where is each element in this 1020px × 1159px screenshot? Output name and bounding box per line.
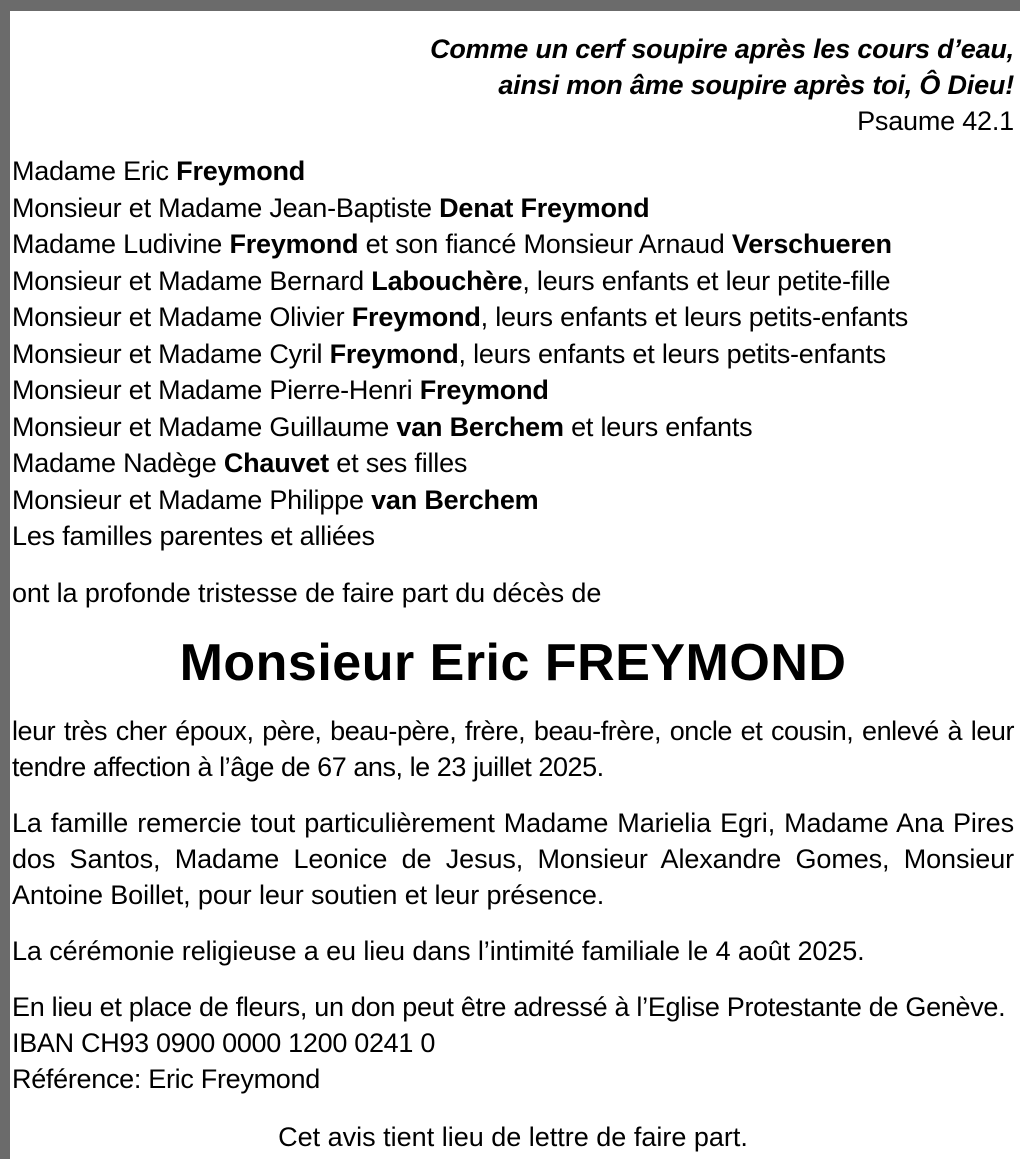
family-line: [12, 445, 1014, 482]
family-name-bold: Freymond: [419, 375, 549, 405]
thanks-text: La famille remercie tout particulièrement Madame Marielia Egri, Madame Ana Pires dos Santos, Madame Leonice de Jesus, Monsieur Alexandre Gomes, Monsieur Antoine Boillet, pour leur soutien et leur présence.: [12, 807, 1014, 910]
family-name-text: et son fiancé Monsieur Arnaud: [358, 229, 732, 259]
family-name-bold: Verschueren: [731, 229, 892, 259]
donation-iban: IBAN CH93 0900 0000 1200 0241 0: [12, 1027, 436, 1058]
family-name-text: , leurs enfants et leurs petits-enfants: [480, 302, 909, 332]
family-name-text: Monsieur et Madame Jean-Baptiste: [12, 192, 440, 223]
family-list: [12, 153, 1014, 555]
relation-text: leur très cher époux, père, beau-père, frère, beau-frère, oncle et cousin, enlevé à leur tendre affection à l’âge de 67 ans, le 23 juillet 2025.: [12, 715, 1014, 782]
family-name-text: Madame Eric: [12, 156, 177, 186]
family-name-bold: Denat Freymond: [439, 192, 650, 223]
family-name-bold: Freymond: [329, 338, 459, 369]
family-line: [12, 336, 1014, 373]
announcement-text: ont la profonde tristesse de faire part du décès de: [12, 577, 602, 608]
donation-text: En lieu et place de fleurs, un don peut être adressé à l’Eglise Protestante de Genève.: [12, 991, 1006, 1022]
family-line: [12, 153, 1014, 190]
epigraph-source: Psaume 42.1: [857, 106, 1014, 136]
family-line: [12, 518, 1014, 555]
ceremony-text: La cérémonie religieuse a eu lieu dans l’intimité familiale le 4 août 2025.: [12, 935, 865, 966]
deceased-name: Monsieur Eric FREYMOND: [179, 633, 847, 692]
family-name-text: , leurs enfants et leur petite-fille: [522, 265, 891, 296]
top-border-rule: [0, 0, 1020, 11]
donation-block: [12, 989, 1014, 1097]
family-line: [12, 482, 1014, 519]
family-name-text: Monsieur et Madame Pierre-Henri: [12, 375, 420, 405]
epigraph-line-1: Comme un cerf soupire après les cours d’eau,: [430, 34, 1014, 64]
family-name-text: Monsieur et Madame Olivier: [12, 302, 352, 332]
notice-content: [10, 11, 1020, 1155]
family-name-bold: Freymond: [229, 229, 359, 259]
family-line: [12, 372, 1014, 409]
family-name-bold: Freymond: [351, 302, 481, 332]
family-name-text: Monsieur et Madame Philippe: [12, 484, 372, 515]
family-name-text: et leurs enfants: [563, 411, 753, 442]
family-name-text: , leurs enfants et leurs petits-enfants: [458, 338, 886, 369]
family-line: [12, 409, 1014, 446]
family-name-bold: Chauvet: [223, 448, 329, 478]
family-name-bold: Freymond: [176, 156, 306, 186]
donation-reference: Référence: Eric Freymond: [12, 1063, 320, 1094]
family-name-bold: van Berchem: [371, 484, 539, 515]
closing-text: Cet avis tient lieu de lettre de faire part.: [278, 1121, 748, 1152]
family-name-text: Monsieur et Madame Bernard: [12, 265, 372, 296]
family-name-text: Les familles parentes et alliées: [12, 521, 375, 551]
family-name-text: Madame Nadège: [12, 448, 224, 478]
family-line: [12, 226, 1014, 263]
family-line: [12, 263, 1014, 300]
family-line: [12, 190, 1014, 227]
left-border-rule: [0, 11, 10, 1159]
family-name-text: Madame Ludivine: [12, 229, 230, 259]
family-name-bold: van Berchem: [396, 411, 564, 442]
epigraph-block: [12, 31, 1014, 139]
family-name-text: et ses filles: [328, 448, 468, 478]
family-name-text: Monsieur et Madame Guillaume: [12, 411, 397, 442]
epigraph-line-2: ainsi mon âme soupire après toi, Ô Dieu!: [498, 70, 1014, 100]
family-line: [12, 299, 1014, 336]
family-name-text: Monsieur et Madame Cyril: [12, 338, 330, 369]
family-name-bold: Labouchère: [371, 265, 523, 296]
